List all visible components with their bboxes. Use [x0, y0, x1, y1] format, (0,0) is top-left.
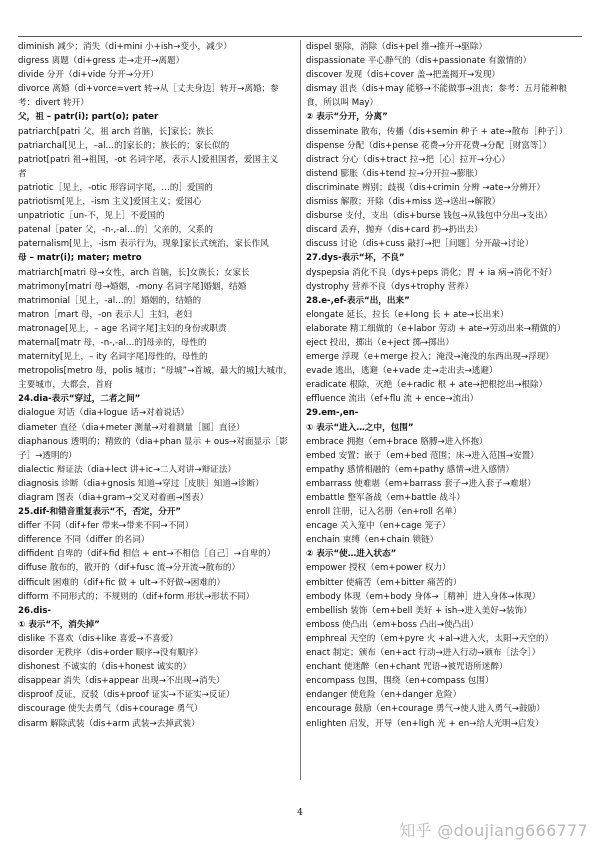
- entry-line: diminish 减少；消失（di+mini 小+ish→变小，减少）: [18, 42, 232, 52]
- section-heading: 25.dif-和错音重复表示“不，否定，分开”: [18, 507, 182, 518]
- section-heading: 28.e-,ef-表示“出，出来”: [306, 295, 410, 306]
- entry-line: dialogue 对话（dia+logue 话→对着说话）: [18, 408, 190, 419]
- entry-line: difference 不同（differ 的名词）: [18, 535, 150, 546]
- entry-line: maternal[matr 母，-n-,-al…的]母亲的，母性的: [18, 337, 207, 348]
- entry-line: dispense 分配（dis+pense 花费→分开花费→分配［财富等］）: [306, 140, 552, 151]
- entry-line: enchain 束缚（en+chain 锁链）: [306, 535, 439, 546]
- top-rule: [18, 36, 582, 37]
- entry-line: matrimony[matri 母→婚姻，-mony 名词字尾]婚姻，结婚: [18, 281, 247, 292]
- entry-line: distract 分心（dis+tract 拉→把［心］拉开→分心）: [306, 154, 510, 165]
- entry-line: diffuse 散布的，散开的（dif+fusc 流→分开流→散布的）: [18, 563, 241, 574]
- entry-line: dispassionate 平心静气的（dis+passionate 有激情的）: [306, 56, 532, 67]
- entry-line: embattle 整军备战（em+battle 战斗）: [306, 493, 466, 503]
- entry-line: disseminate 散布，传播（dis+semin 种子 + ate→散布［种子］）: [306, 126, 568, 137]
- entry-line: differ 不同（dif+fer 带来→带来不同→不同）: [18, 521, 194, 532]
- entry-line: diagram 图表（dia+gram→交叉对着画→图表）: [18, 493, 209, 503]
- section-heading: ① 表示“不，消失掉”: [18, 619, 100, 630]
- entry-line: 主要城市，大都会，首府: [18, 380, 113, 391]
- entry-line: encage 关入笼中（en+cage 笼子）: [306, 521, 451, 532]
- entry-line: matronage[见上，– age 名词字尾]主妇的身份或职责: [18, 323, 227, 334]
- entry-line: dismay 沮丧（dis+may 能够→不能做事→沮丧；参考：五月能种粮: [306, 84, 568, 95]
- entry-line: emboss 使凸出（em+boss 凸出→使凸出）: [306, 619, 479, 630]
- section-heading: ① 表示“进入…之中，包围”: [306, 422, 414, 433]
- entry-line: metropolis[metro 母，polis 城市；“母城”→首城，最大的城]大城市，: [18, 366, 293, 377]
- entry-line: enlighten 启发，开导（en+ligh 光 + en→给人光明→启发）: [306, 718, 544, 729]
- page-number: 4: [297, 808, 303, 818]
- entry-line: patriot[patri 祖→祖国，-ot 名词字尾，表示人]爱祖国者，爱国主义: [18, 154, 279, 165]
- entry-line: endanger 使危险（en+danger 危险）: [306, 690, 462, 701]
- entry-line: patriarch[patri 父，祖 arch 首脑，长]家长；族长: [18, 126, 214, 137]
- entry-line: elongate 延长，拉长（e+long 长 + ate→长出来）: [306, 309, 509, 320]
- section-heading: 29.em-,en-: [306, 408, 359, 419]
- entry-line: eject 投出，掷出（e+ject 掷→掷出）: [306, 337, 454, 348]
- entry-line: elaborate 精工细做的（e+labor 劳动 + ate→劳动出来→精做的）: [306, 323, 566, 334]
- entry-line: unpatriotic［un-不，见上］不爱国的: [18, 211, 165, 222]
- right-column: [301, 40, 584, 780]
- entry-line: digress 离题（di+gress 走→走开→离题）: [18, 56, 185, 67]
- entry-line: enact 制定；颁布（en+act 行动→进入行动→颁布［法令］）: [306, 648, 541, 659]
- entry-line: discover 发现（dis+cover 盖→把盖揭开→发现）: [306, 70, 501, 81]
- entry-line: patenal［pater 父，-n-,-al…的］父亲的，父系的: [18, 225, 213, 236]
- entry-line: dialectic 辩证法（dia+lect 讲+ic→二人对讲→辩证法）: [18, 464, 236, 475]
- entry-line: discard 丢弃，抛弃（dis+card 扔→扔出去）: [306, 225, 483, 236]
- entry-line: embody 体现（em+body 身体→［精神］进入身体→体现）: [306, 591, 541, 602]
- entry-line: disburse 支付，支出（dis+burse 钱包→从钱包中分出→支出）: [306, 211, 553, 222]
- entry-line: embellish 装饰（em+bell 美好 + ish→进入美好→装饰）: [306, 605, 532, 616]
- entry-line: dispel 驱除，消除（dis+pel 推→推开→驱除）: [306, 42, 488, 52]
- entry-line: evade 逃出，逃避（e+vade 走→走出去→逃避）: [306, 366, 498, 377]
- entry-line: encompass 包围，围绕（en+compass 包围）: [306, 676, 494, 687]
- entry-line: diameter 直径（dia+meter 测量→对着测量［圆］直径）: [18, 422, 245, 433]
- entry-line: diffident 自卑的（dif+fid 相信 + ent→不相信［自己］→自卑的）: [18, 549, 276, 560]
- entry-line: disproof 反证，反驳（dis+proof 证实→不证实→反证）: [18, 690, 235, 701]
- entry-line: discriminate 辨别；歧视（dis+crimin 分辨 →ate→分辨开）: [306, 182, 546, 193]
- section-heading: 26.dis-: [18, 605, 52, 616]
- entry-line: maternity[见上，– ity 名词字尾]母性的，母性的: [18, 352, 208, 363]
- entry-line: distend 膨胀（dis+tend 拉→分开拉→膨胀）: [306, 168, 483, 179]
- watermark-text: 知乎 @doujiang666777: [399, 821, 588, 840]
- entry-line: enroll 注册，记入名册（en+roll 名单）: [306, 507, 462, 518]
- entry-line: divorce 离婚（di+vorce=vert 转→从［丈夫身边］转开→离婚；参: [18, 84, 279, 95]
- entry-line: dishonest 不诚实的（dis+honest 诚实的）: [18, 662, 192, 673]
- entry-line: patriotism[见上，-ism 主义]爱国主义；爱国心: [18, 197, 202, 208]
- entry-line: matrimonial［见上，-al…的］婚姻的，结婚的: [18, 295, 202, 306]
- entry-line: discuss 讨论（dis+cuss 敲打→把［问题］分开敲→讨论）: [306, 239, 534, 250]
- entry-line: diagnosis 诊断（dia+gnosis 知道→穿过［皮肤］知道→诊断）: [18, 478, 264, 489]
- entry-line: encourage 鼓励（en+courage 勇气→使人进入勇气→鼓励）: [306, 704, 545, 715]
- entry-line: embitter 使痛苦（em+bitter 痛苦的）: [306, 577, 462, 588]
- section-heading: 母 – matr(i); mater; metro: [18, 253, 142, 264]
- section-heading: 父，祖 – patr(i); part(o); pater: [18, 112, 159, 123]
- entry-line: empathy 感情相融的（em+pathy 感情→进入感情）: [306, 464, 515, 475]
- entry-line: matron［mart 母，-on 表示人］主妇，老妇: [18, 309, 192, 320]
- entry-line: matriarch[matri 母→女性，arch 首脑，长]女族长；女家长: [18, 267, 250, 278]
- entry-line: diaphanous 透明的；精致的（dia+phan 显示 + ous→对面显示［影: [18, 436, 288, 447]
- section-heading: 27.dys-表示“坏，不良”: [306, 253, 405, 264]
- entry-line: dystrophy 营养不良（dys+trophy 营养）: [306, 281, 474, 292]
- entry-line: 考：divert 转开）: [18, 98, 89, 109]
- document-page: [18, 40, 584, 780]
- entry-line: emphreal 天空的（em+pyre 火 +al→进入火，太阳→天空的）: [306, 633, 554, 644]
- entry-line: disorder 无秩序（dis+order 顺序→没有顺序）: [18, 648, 203, 659]
- entry-line: disarm 解除武装（dis+arm 武装→去掉武装）: [18, 718, 200, 729]
- entry-line: effluence 流出（ef+flu 流 + ence→流出）: [306, 394, 479, 405]
- section-heading: ② 表示“分开，分离”: [306, 112, 388, 123]
- entry-line: difform 不同形式的；不规则的（dif+form 形状→形状不同）: [18, 591, 255, 602]
- entry-line: empower 授权（em+power 权力）: [306, 563, 451, 574]
- entry-line: divide 分开（di+vide 分开→分开）: [18, 70, 159, 81]
- left-column: [18, 40, 301, 780]
- entry-line: dyspepsia 消化不良（dys+peps 消化；胃 + ia 病→消化不好）: [306, 267, 557, 278]
- entry-line: embarrass 使难堪（em+barrass 套子→进入套子→难堪）: [306, 478, 536, 489]
- entry-line: discourage 使失去勇气（dis+courage 勇气）: [18, 704, 203, 715]
- entry-line: enchant 使迷醉（en+chant 咒语→被咒语所迷醉）: [306, 662, 508, 673]
- section-heading: 24.dia-表示“穿过，二者之间”: [18, 394, 141, 405]
- entry-line: 者: [18, 168, 27, 179]
- entry-line: patriotic［见上，-otic 形容词字尾，…的］爱国的: [18, 182, 213, 193]
- entry-line: patriarchal[见上，–al…的]家长的；族长的；家长似的: [18, 140, 230, 151]
- entry-line: paternalism[见上，-ism 表示行为，现象]家长式统治，家长作风: [18, 239, 269, 250]
- entry-line: disappear 消失（dis+appear 出现→不出现→消失）: [18, 676, 225, 687]
- entry-line: emerge 浮现（e+merge 投入；淹没→淹没的东西出现→浮现）: [306, 352, 554, 363]
- entry-line: 子］→透明的）: [18, 450, 77, 461]
- section-heading: ② 表示“使…进入状态”: [306, 549, 397, 560]
- entry-line: embed 安置；嵌于（em+bed 范围；床→进入范围→安置）: [306, 450, 539, 461]
- entry-line: embrace 拥抱（em+brace 胳膊→进入怀抱）: [306, 436, 488, 447]
- entry-line: dismiss 解散；开除（dis+miss 送→送出→解散）: [306, 197, 501, 208]
- entry-line: 食，所以叫 May）: [306, 98, 379, 109]
- entry-line: eradicate 根除，灭绝（e+radic 根 + ate→把根挖出→根除）: [306, 380, 548, 391]
- entry-line: dislike 不喜欢（dis+like 喜爱→不喜爱）: [18, 633, 178, 644]
- entry-line: difficult 困难的（dif+fic 做 + ult→不好做→困难的）: [18, 577, 226, 588]
